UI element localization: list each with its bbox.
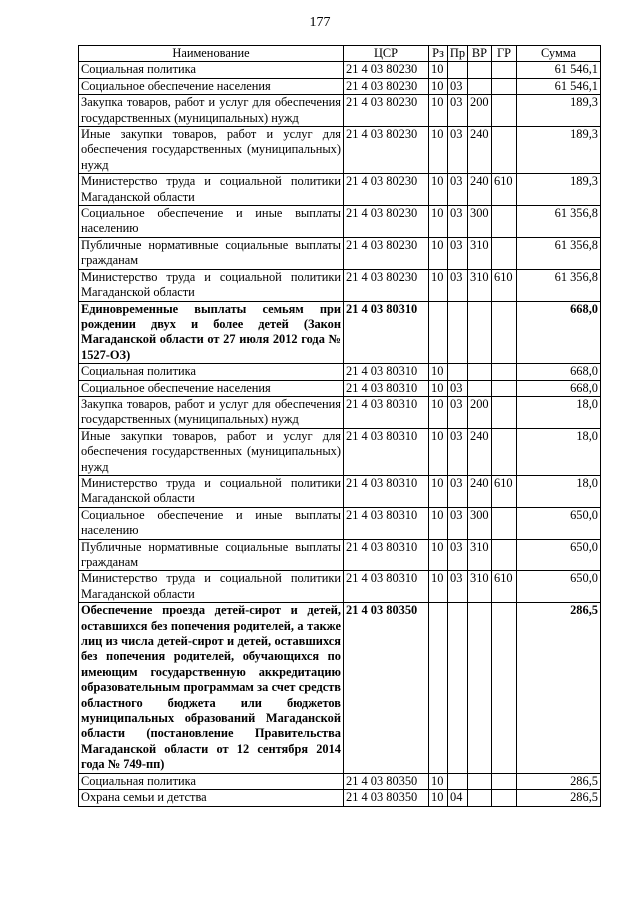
row-csr: 21 4 03 80310 bbox=[344, 475, 429, 507]
row-name: Публичные нормативные социальные выплаты гражданам bbox=[79, 237, 344, 269]
row-pr: 03 bbox=[448, 95, 468, 127]
row-csr: 21 4 03 80230 bbox=[344, 95, 429, 127]
row-pr bbox=[448, 62, 468, 78]
table-row bbox=[79, 428, 601, 475]
row-sum: 18,0 bbox=[517, 396, 601, 428]
row-sum: 650,0 bbox=[517, 571, 601, 603]
row-pr: 03 bbox=[448, 269, 468, 301]
table-row bbox=[79, 62, 601, 78]
row-vr: 310 bbox=[468, 539, 492, 571]
row-pr: 03 bbox=[448, 127, 468, 174]
row-csr: 21 4 03 80310 bbox=[344, 301, 429, 364]
row-pr: 03 bbox=[448, 78, 468, 94]
row-gr bbox=[492, 127, 517, 174]
row-csr: 21 4 03 80230 bbox=[344, 62, 429, 78]
row-pr: 03 bbox=[448, 475, 468, 507]
row-pr: 03 bbox=[448, 507, 468, 539]
row-sum: 668,0 bbox=[517, 301, 601, 364]
table-row bbox=[79, 301, 601, 364]
row-sum: 189,3 bbox=[517, 174, 601, 206]
row-vr bbox=[468, 603, 492, 773]
row-rz: 10 bbox=[429, 364, 448, 380]
row-name: Социальная политика bbox=[79, 364, 344, 380]
row-rz: 10 bbox=[429, 95, 448, 127]
row-name: Закупка товаров, работ и услуг для обеспечения государственных (муниципальных) нужд bbox=[79, 396, 344, 428]
row-vr bbox=[468, 364, 492, 380]
row-pr: 03 bbox=[448, 380, 468, 396]
table-row bbox=[79, 364, 601, 380]
row-pr bbox=[448, 603, 468, 773]
header-gr: ГР bbox=[492, 46, 517, 62]
header-sum: Сумма bbox=[517, 46, 601, 62]
row-pr: 03 bbox=[448, 206, 468, 238]
row-name: Министерство труда и социальной политики Магаданской области bbox=[79, 571, 344, 603]
row-vr: 310 bbox=[468, 237, 492, 269]
row-name: Социальное обеспечение и иные выплаты населению bbox=[79, 507, 344, 539]
row-rz: 10 bbox=[429, 380, 448, 396]
row-rz bbox=[429, 301, 448, 364]
row-gr bbox=[492, 539, 517, 571]
row-pr bbox=[448, 301, 468, 364]
page-number: 177 bbox=[309, 15, 331, 30]
row-csr: 21 4 03 80230 bbox=[344, 269, 429, 301]
row-name: Социальное обеспечение населения bbox=[79, 380, 344, 396]
row-vr: 200 bbox=[468, 396, 492, 428]
table-row bbox=[79, 571, 601, 603]
row-rz: 10 bbox=[429, 269, 448, 301]
row-vr: 240 bbox=[468, 428, 492, 475]
row-vr: 300 bbox=[468, 206, 492, 238]
row-csr: 21 4 03 80310 bbox=[344, 364, 429, 380]
row-gr bbox=[492, 380, 517, 396]
header-rz: Рз bbox=[429, 46, 448, 62]
row-csr: 21 4 03 80310 bbox=[344, 507, 429, 539]
row-rz: 10 bbox=[429, 475, 448, 507]
row-sum: 650,0 bbox=[517, 539, 601, 571]
row-vr: 300 bbox=[468, 507, 492, 539]
row-gr: 610 bbox=[492, 475, 517, 507]
row-pr: 03 bbox=[448, 428, 468, 475]
budget-table bbox=[78, 45, 601, 807]
row-sum: 286,5 bbox=[517, 773, 601, 789]
row-rz: 10 bbox=[429, 428, 448, 475]
row-csr: 21 4 03 80230 bbox=[344, 78, 429, 94]
table-body bbox=[79, 62, 601, 806]
row-csr: 21 4 03 80350 bbox=[344, 603, 429, 773]
table-row bbox=[79, 396, 601, 428]
table-row bbox=[79, 78, 601, 94]
row-gr bbox=[492, 237, 517, 269]
table-row bbox=[79, 539, 601, 571]
row-sum: 286,5 bbox=[517, 603, 601, 773]
row-name: Единовременные выплаты семьям при рождении двух и более детей (Закон Магаданской области от 27 июля 2012 года № 1527-ОЗ) bbox=[79, 301, 344, 364]
row-vr bbox=[468, 790, 492, 806]
header-csr: ЦСР bbox=[344, 46, 429, 62]
row-pr: 03 bbox=[448, 539, 468, 571]
row-vr bbox=[468, 773, 492, 789]
row-vr: 200 bbox=[468, 95, 492, 127]
row-name: Иные закупки товаров, работ и услуг для обеспечения государственных (муниципальных) нужд bbox=[79, 127, 344, 174]
row-gr: 610 bbox=[492, 269, 517, 301]
row-csr: 21 4 03 80230 bbox=[344, 174, 429, 206]
table-row bbox=[79, 206, 601, 238]
row-sum: 650,0 bbox=[517, 507, 601, 539]
row-rz: 10 bbox=[429, 127, 448, 174]
table-row bbox=[79, 773, 601, 789]
row-name: Министерство труда и социальной политики Магаданской области bbox=[79, 174, 344, 206]
table-row bbox=[79, 380, 601, 396]
row-sum: 189,3 bbox=[517, 95, 601, 127]
row-gr bbox=[492, 206, 517, 238]
row-sum: 61 356,8 bbox=[517, 206, 601, 238]
header-pr: Пр bbox=[448, 46, 468, 62]
row-name: Социальная политика bbox=[79, 773, 344, 789]
row-vr bbox=[468, 380, 492, 396]
row-rz: 10 bbox=[429, 790, 448, 806]
row-gr bbox=[492, 364, 517, 380]
row-pr: 04 bbox=[448, 790, 468, 806]
row-gr bbox=[492, 95, 517, 127]
header-vr: ВР bbox=[468, 46, 492, 62]
row-sum: 61 356,8 bbox=[517, 237, 601, 269]
row-pr: 03 bbox=[448, 571, 468, 603]
row-vr: 240 bbox=[468, 127, 492, 174]
row-name: Иные закупки товаров, работ и услуг для обеспечения государственных (муниципальных) нужд bbox=[79, 428, 344, 475]
table-row bbox=[79, 790, 601, 806]
row-name: Социальное обеспечение населения bbox=[79, 78, 344, 94]
table-row bbox=[79, 127, 601, 174]
row-rz bbox=[429, 603, 448, 773]
row-gr bbox=[492, 428, 517, 475]
table-row bbox=[79, 237, 601, 269]
row-gr: 610 bbox=[492, 174, 517, 206]
row-sum: 668,0 bbox=[517, 380, 601, 396]
row-rz: 10 bbox=[429, 396, 448, 428]
row-csr: 21 4 03 80350 bbox=[344, 773, 429, 789]
row-pr bbox=[448, 364, 468, 380]
row-rz: 10 bbox=[429, 62, 448, 78]
row-pr: 03 bbox=[448, 237, 468, 269]
row-vr bbox=[468, 62, 492, 78]
row-rz: 10 bbox=[429, 507, 448, 539]
row-name: Социальная политика bbox=[79, 62, 344, 78]
row-sum: 189,3 bbox=[517, 127, 601, 174]
row-name: Охрана семьи и детства bbox=[79, 790, 344, 806]
row-vr: 310 bbox=[468, 571, 492, 603]
row-gr bbox=[492, 603, 517, 773]
row-rz: 10 bbox=[429, 539, 448, 571]
row-sum: 61 356,8 bbox=[517, 269, 601, 301]
row-sum: 668,0 bbox=[517, 364, 601, 380]
table-row bbox=[79, 269, 601, 301]
row-rz: 10 bbox=[429, 773, 448, 789]
row-vr: 240 bbox=[468, 174, 492, 206]
row-csr: 21 4 03 80310 bbox=[344, 539, 429, 571]
row-gr bbox=[492, 790, 517, 806]
row-rz: 10 bbox=[429, 206, 448, 238]
row-csr: 21 4 03 80230 bbox=[344, 206, 429, 238]
row-name: Обеспечение проезда детей-сирот и детей, оставшихся без попечения родителей, а также лиц из числа детей-сирот и детей, оставшихся без попечения родителей, обучающихся по имеющим государственную аккредитацию образовательным программам за счет средств областного бюджета или бюджетов муниципальных образований Магаданской области (постановление Правительства Магаданской области от 12 сентября 2014 года № 749-пп) bbox=[79, 603, 344, 773]
row-csr: 21 4 03 80230 bbox=[344, 127, 429, 174]
row-sum: 18,0 bbox=[517, 428, 601, 475]
row-csr: 21 4 03 80310 bbox=[344, 428, 429, 475]
row-gr bbox=[492, 78, 517, 94]
row-vr: 240 bbox=[468, 475, 492, 507]
table-row bbox=[79, 507, 601, 539]
row-pr bbox=[448, 773, 468, 789]
header-name: Наименование bbox=[79, 46, 344, 62]
row-name: Публичные нормативные социальные выплаты гражданам bbox=[79, 539, 344, 571]
row-vr bbox=[468, 301, 492, 364]
row-sum: 61 546,1 bbox=[517, 62, 601, 78]
row-csr: 21 4 03 80310 bbox=[344, 571, 429, 603]
table-header-row bbox=[79, 46, 601, 62]
row-pr: 03 bbox=[448, 396, 468, 428]
row-csr: 21 4 03 80310 bbox=[344, 380, 429, 396]
row-gr: 610 bbox=[492, 571, 517, 603]
row-gr bbox=[492, 301, 517, 364]
row-name: Министерство труда и социальной политики Магаданской области bbox=[79, 269, 344, 301]
row-csr: 21 4 03 80310 bbox=[344, 396, 429, 428]
table-row bbox=[79, 475, 601, 507]
row-name: Министерство труда и социальной политики Магаданской области bbox=[79, 475, 344, 507]
row-rz: 10 bbox=[429, 237, 448, 269]
row-gr bbox=[492, 62, 517, 78]
table-row bbox=[79, 95, 601, 127]
row-rz: 10 bbox=[429, 78, 448, 94]
row-gr bbox=[492, 773, 517, 789]
row-gr bbox=[492, 396, 517, 428]
row-pr: 03 bbox=[448, 174, 468, 206]
row-rz: 10 bbox=[429, 174, 448, 206]
row-gr bbox=[492, 507, 517, 539]
row-name: Социальное обеспечение и иные выплаты населению bbox=[79, 206, 344, 238]
row-vr bbox=[468, 78, 492, 94]
table-row bbox=[79, 174, 601, 206]
table-row bbox=[79, 603, 601, 773]
row-name: Закупка товаров, работ и услуг для обеспечения государственных (муниципальных) нужд bbox=[79, 95, 344, 127]
row-csr: 21 4 03 80350 bbox=[344, 790, 429, 806]
row-sum: 18,0 bbox=[517, 475, 601, 507]
row-rz: 10 bbox=[429, 571, 448, 603]
row-csr: 21 4 03 80230 bbox=[344, 237, 429, 269]
row-sum: 61 546,1 bbox=[517, 78, 601, 94]
row-sum: 286,5 bbox=[517, 790, 601, 806]
row-vr: 310 bbox=[468, 269, 492, 301]
